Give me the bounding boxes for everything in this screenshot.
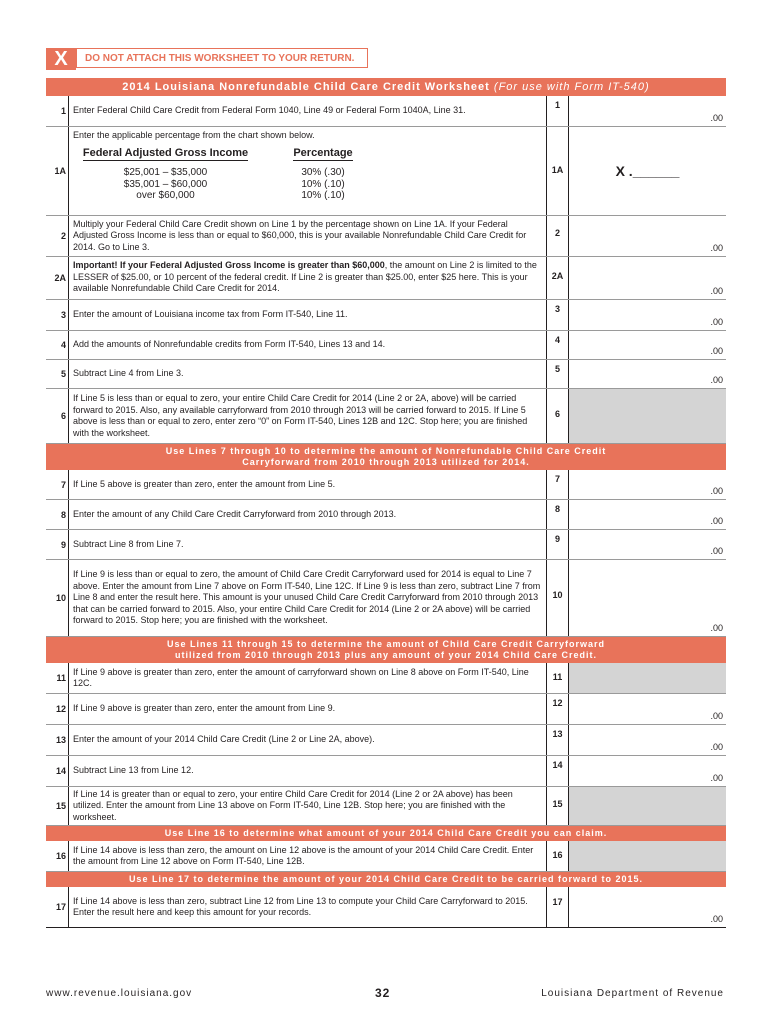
worksheet <box>46 78 726 928</box>
line-number: 4 <box>60 340 66 350</box>
line-number: 6 <box>60 411 66 421</box>
line-box-number: 6 <box>546 389 568 443</box>
percentage-chart <box>73 148 542 202</box>
chart-percentage: 30% (.30) <box>301 167 345 178</box>
line-9 <box>46 530 726 560</box>
x-mark-icon: X <box>46 48 76 70</box>
line-7 <box>46 470 726 500</box>
website-link[interactable]: www.revenue.louisiana.gov <box>46 988 193 999</box>
line-15 <box>46 787 726 826</box>
amount-field[interactable] <box>568 127 726 215</box>
line-text <box>68 257 546 299</box>
line-2 <box>46 216 726 257</box>
line-box-number: 17 <box>546 887 568 927</box>
chart-header-income: Federal Adjusted Gross Income <box>83 148 248 162</box>
page-number: 32 <box>375 986 391 1000</box>
line-box-number: 9 <box>546 530 568 559</box>
chart-income: $25,001 – $35,000 <box>123 167 208 178</box>
line-text-rest: , the amount on Line 2 is limited to the LESSER of $25.00, or 10 percent of the federal credit. If Line 2 is greater than $25.00, enter $25 here. This is your available Nonrefundable Child Care Credit for 2014. <box>73 260 537 293</box>
amount-field[interactable]: .00 <box>568 257 726 299</box>
line-number: 11 <box>56 673 66 683</box>
line-3 <box>46 300 726 331</box>
title-text: 2014 Louisiana Nonrefundable Child Care Credit Worksheet <box>122 81 490 93</box>
line-text: If Line 5 is less than or equal to zero, your entire Child Care Credit for 2014 (Line 2 or 2A, above) will be carried forward to 2015. Also, any available carryforward from 2010 through 2013 will be carried forward to 2015. If Line 5 above is less than or equal to zero, enter zero “0” on Form IT-540, Lines 12B and 12C. Stop here; you are finished with the worksheet. <box>68 389 546 443</box>
amount-field[interactable]: .00 <box>568 500 726 529</box>
line-box-number: 14 <box>546 756 568 786</box>
line-number: 5 <box>60 369 66 379</box>
line-box-number: 5 <box>546 360 568 388</box>
line-number: 16 <box>55 851 66 861</box>
line-14 <box>46 756 726 787</box>
line-box-number: 2A <box>546 257 568 299</box>
amount-field[interactable]: .00 <box>568 360 726 388</box>
line-text: If Line 5 above is greater than zero, enter the amount from Line 5. <box>68 470 546 499</box>
band-text: Use Lines 7 through 10 to determine the amount of Nonrefundable Child Care Credit <box>165 446 607 456</box>
line-box-number: 2 <box>546 216 568 256</box>
shaded-amount <box>568 787 726 825</box>
line-text: If Line 14 above is less than zero, the amount on Line 12 above is the amount of your 2014 Child Care Credit. Enter the amount from Line 12 above on Form IT-540, Line 12B. <box>68 841 546 871</box>
line-number: 17 <box>55 902 66 912</box>
title-note: (For use with Form IT-540) <box>493 81 650 93</box>
amount-field[interactable]: .00 <box>568 300 726 330</box>
department-name: Louisiana Department of Revenue <box>541 988 724 999</box>
section-band-3 <box>46 826 726 841</box>
line-text: Enter the amount of any Child Care Credit Carryforward from 2010 through 2013. <box>68 500 546 529</box>
line-box-number: 11 <box>546 663 568 693</box>
line-text: Add the amounts of Nonrefundable credits from Form IT-540, Lines 13 and 14. <box>68 331 546 359</box>
line-8 <box>46 500 726 530</box>
band-text: Use Line 17 to determine the amount of your 2014 Child Care Credit to be carried forward to 2015. <box>128 874 644 884</box>
line-13 <box>46 725 726 756</box>
line-number: 9 <box>60 539 66 550</box>
line-number: 3 <box>60 310 66 320</box>
line-number: 7 <box>60 479 66 490</box>
line-5 <box>46 360 726 389</box>
band-text: utilized from 2010 through 2013 plus any amount of your 2014 Child Care Credit. <box>174 650 598 660</box>
shaded-amount <box>568 841 726 871</box>
line-10 <box>46 560 726 637</box>
important-note: Important! If your Federal Adjusted Gross Income is greater than $60,000 <box>73 260 385 270</box>
line-box-number: 12 <box>546 694 568 724</box>
line-number: 2 <box>60 231 66 241</box>
line-box-number: 7 <box>546 470 568 499</box>
line-12 <box>46 694 726 725</box>
amount-field[interactable]: .00 <box>568 756 726 786</box>
line-box-number: 16 <box>546 841 568 871</box>
line-17 <box>46 887 726 927</box>
line-text: Enter the amount of your 2014 Child Care Credit (Line 2 or Line 2A, above). <box>68 725 546 755</box>
line-16 <box>46 841 726 872</box>
band-text: Use Lines 11 through 15 to determine the amount of Child Care Credit Carryforward <box>166 639 606 649</box>
amount-field[interactable]: .00 <box>568 694 726 724</box>
band-text: Use Line 16 to determine what amount of your 2014 Child Care Credit you can claim. <box>164 828 608 838</box>
line-number: 15 <box>55 801 66 811</box>
line-text <box>68 127 546 215</box>
line-text: Multiply your Federal Child Care Credit shown on Line 1 by the percentage shown on Line 1A. If your Federal Adjusted Gross Income is less than or equal to $60,000, this is your available Nonrefundable Child Care Credit for 2014. Go to Line 3. <box>68 216 546 256</box>
percentage-entry: X .______ <box>615 163 680 179</box>
section-band-1 <box>46 444 726 470</box>
chart-income: over $60,000 <box>136 190 195 201</box>
line-number: 1 <box>60 106 66 116</box>
section-band-2 <box>46 637 726 663</box>
line-text: If Line 9 is less than or equal to zero, the amount of Child Care Credit Carryforward used for 2014 is equal to Line 7 above. Enter the amount from Line 7 above on Form IT-540, Line 12C. If Line 9 is less than zero, subtract Line 7 from Line 8 and enter the result here. This amount is your unused Child Care Credit Carryforward from 2010 through 2013 that can be carried forward to 2015. Also, your entire Child Care Credit for 2014 (Line 2 or 2A above) will be carried forward to 2015. Stop here; you are finished with the worksheet. <box>68 560 546 636</box>
amount-field[interactable]: .00 <box>568 216 726 256</box>
amount-field[interactable]: .00 <box>568 560 726 636</box>
line-box-number: 1 <box>546 96 568 126</box>
amount-field[interactable]: .00 <box>568 331 726 359</box>
line-text: Enter the amount of Louisiana income tax from Form IT-540, Line 11. <box>68 300 546 330</box>
amount-field[interactable]: .00 <box>568 530 726 559</box>
chart-income: $35,001 – $60,000 <box>123 178 208 190</box>
shaded-amount <box>568 389 726 443</box>
band-text: Carryforward from 2010 through 2013 utilized for 2014. <box>242 457 530 467</box>
chart-percentage: 10% (.10) <box>301 178 345 190</box>
chart-percentage: 10% (.10) <box>301 190 345 201</box>
worksheet-title <box>46 78 726 96</box>
amount-field[interactable]: .00 <box>568 887 726 927</box>
line-number: 14 <box>55 766 66 776</box>
line-box-number: 1A <box>546 127 568 215</box>
line-box-number: 3 <box>546 300 568 330</box>
line-box-number: 15 <box>546 787 568 825</box>
line-text: Subtract Line 8 from Line 7. <box>68 530 546 559</box>
section-band-4 <box>46 872 726 887</box>
amount-field[interactable]: .00 <box>568 96 726 126</box>
line-text: If Line 14 above is less than zero, subtract Line 12 from Line 13 to compute your Child Care Carryforward to 2015. Enter the result here and keep this amount for your records. <box>68 887 546 927</box>
chart-header-percentage: Percentage <box>293 148 352 162</box>
line-number: 1A <box>54 166 66 176</box>
line-number: 12 <box>55 704 66 714</box>
line-1a <box>46 127 726 216</box>
line-box-number: 13 <box>546 725 568 755</box>
line-box-number: 8 <box>546 500 568 529</box>
amount-field[interactable]: .00 <box>568 470 726 499</box>
line-intro: Enter the applicable percentage from the chart shown below. <box>73 130 315 140</box>
line-text: Enter Federal Child Care Credit from Federal Form 1040, Line 49 or Federal Form 1040A, Line 31. <box>68 96 546 126</box>
amount-field[interactable]: .00 <box>568 725 726 755</box>
line-text: If Line 9 above is greater than zero, enter the amount of carryforward shown on Line 8 above on Form IT-540, Line 12C. <box>68 663 546 693</box>
line-4 <box>46 331 726 360</box>
line-number: 8 <box>60 509 66 520</box>
line-box-number: 4 <box>546 331 568 359</box>
line-1 <box>46 96 726 127</box>
shaded-amount <box>568 663 726 693</box>
line-text: Subtract Line 13 from Line 12. <box>68 756 546 786</box>
line-number: 10 <box>55 593 66 603</box>
line-11 <box>46 663 726 694</box>
line-number: 13 <box>55 735 66 745</box>
line-2a <box>46 257 726 300</box>
line-text: If Line 14 is greater than or equal to zero, your entire Child Care Credit for 2014 (Line 2 or 2A above) has been utilized. Enter the amount from Line 13 above on Form IT-540, Line 12B. Stop here; you are finished with the worksheet. <box>68 787 546 825</box>
line-number: 2A <box>54 273 66 283</box>
line-box-number: 10 <box>546 560 568 636</box>
warning-banner: DO NOT ATTACH THIS WORKSHEET TO YOUR RETURN. <box>76 48 368 68</box>
line-6 <box>46 389 726 444</box>
line-text: If Line 9 above is greater than zero, enter the amount from Line 9. <box>68 694 546 724</box>
line-text: Subtract Line 4 from Line 3. <box>68 360 546 388</box>
